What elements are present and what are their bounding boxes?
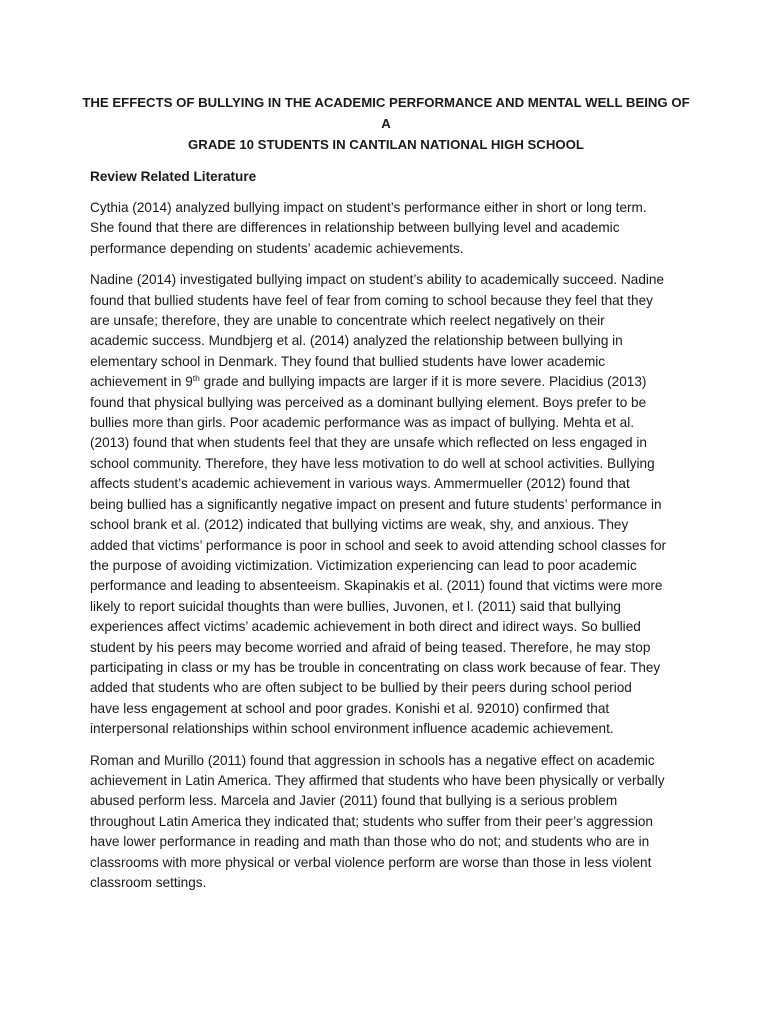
paragraph-line: abused perform less. Marcela and Javier (2011) found that bullying is a serious problem bbox=[90, 793, 618, 809]
paragraph-line: elementary school in Denmark. They found that bullied students have lower academic bbox=[90, 353, 606, 369]
ordinal-superscript: th bbox=[192, 373, 200, 384]
paragraph-line: classrooms with more physical or verbal violence perform are worse than those in less violent bbox=[90, 854, 652, 870]
paragraph-line: the purpose of avoiding victimization. Victimization experiencing can lead to poor academic bbox=[90, 557, 637, 573]
paragraph-line: Cythia (2014) analyzed bullying impact on student’s performance either in short or long term. bbox=[90, 200, 647, 215]
paragraph-line: student by his peers may become worried and afraid of being teased. Therefore, he may stop bbox=[90, 639, 651, 655]
paragraph-line: are unsafe; therefore, they are unable to concentrate which reelect negatively on their bbox=[90, 313, 605, 329]
paragraph-line: classroom settings. bbox=[90, 875, 207, 890]
paragraph-line: Roman and Murillo (2011) found that aggression in schools has a negative effect on academic bbox=[90, 752, 655, 768]
paragraph-line: affects student’s academic achievement in various ways. Ammermueller (2012) found that bbox=[90, 476, 630, 492]
paragraph-line: performance depending on students’ academic achievements. bbox=[90, 240, 464, 256]
paragraph-line: school brank et al. (2012) indicated that bullying victims are weak, shy, and anxious. They bbox=[90, 517, 629, 533]
paragraph-line: academic success. Mundbjerg et al. (2014) analyzed the relationship between bullying in bbox=[90, 333, 623, 349]
paragraph-line-with-superscript bbox=[90, 372, 682, 392]
line-segment: achievement in 9 bbox=[90, 374, 193, 390]
paragraph-line: achievement in Latin America. They affirmed that students who have been physically or verbally bbox=[90, 772, 665, 788]
paragraph-line: have less engagement at school and poor grades. Konishi et al. 92010) confirmed that bbox=[90, 700, 610, 716]
paragraph-line: throughout Latin America they indicated that; students who suffer from their peer’s aggression bbox=[90, 813, 653, 829]
paragraph-line: (2013) found that when students feel that they are unsafe which reflected on less engaged in bbox=[90, 435, 647, 451]
paragraph-line: bullies more than girls. Poor academic performance was as impact of bullying. Mehta et al. bbox=[90, 415, 635, 431]
paragraph-line: interpersonal relationships within school environment influence academic achievement. bbox=[90, 721, 614, 737]
paragraph-2 bbox=[90, 270, 682, 739]
document-title bbox=[82, 92, 690, 155]
paragraph-line: added that victims’ performance is poor in school and seek to avoid attending school classes for bbox=[90, 537, 667, 553]
paragraph-line: She found that there are differences in relationship between bullying level and academic bbox=[90, 220, 620, 236]
document-body bbox=[82, 92, 690, 904]
paragraph-line: added that students who are often subject to be bullied by their peers during school period bbox=[90, 680, 632, 696]
title-line-1: THE EFFECTS OF BULLYING IN THE ACADEMIC PERFORMANCE AND MENTAL WELL BEING OF A bbox=[82, 95, 690, 131]
paragraph-line: Nadine (2014) investigated bullying impact on student’s ability to academically succeed. Nadine bbox=[90, 272, 665, 288]
paragraph-line: have lower performance in reading and math than those who do not; and students who are in bbox=[90, 834, 650, 850]
title-line-2: GRADE 10 STUDENTS IN CANTILAN NATIONAL HIGH SCHOOL bbox=[188, 137, 584, 152]
paragraph-1 bbox=[90, 198, 682, 259]
line-segment: grade and bullying impacts are larger if it is more severe. Placidius (2013) bbox=[203, 374, 647, 390]
paragraph-line: likely to report suicidal thoughts than were bullies, Juvonen, et l. (2011) said that bullying bbox=[90, 598, 621, 614]
paragraph-3 bbox=[90, 751, 682, 894]
paragraph-line: experiences affect victims’ academic achievement in both direct and idirect ways. So bullied bbox=[90, 619, 641, 635]
paragraph-line: found that physical bullying was perceived as a dominant bullying element. Boys prefer to be bbox=[90, 394, 647, 410]
paragraph-line: found that bullied students have feel of fear from coming to school because they feel that they bbox=[90, 292, 653, 308]
paragraph-line: performance and leading to absenteeism. Skapinakis et al. (2011) found that victims were more bbox=[90, 578, 663, 594]
paragraph-line: school community. Therefore, they have less motivation to do well at school activities. Bullying bbox=[90, 455, 655, 471]
paragraph-line: being bullied has a significantly negative impact on present and future students’ performance in bbox=[90, 496, 662, 512]
paragraph-line: participating in class or my has be trouble in concentrating on class work because of fear. They bbox=[90, 659, 661, 675]
section-heading: Review Related Literature bbox=[90, 169, 257, 184]
